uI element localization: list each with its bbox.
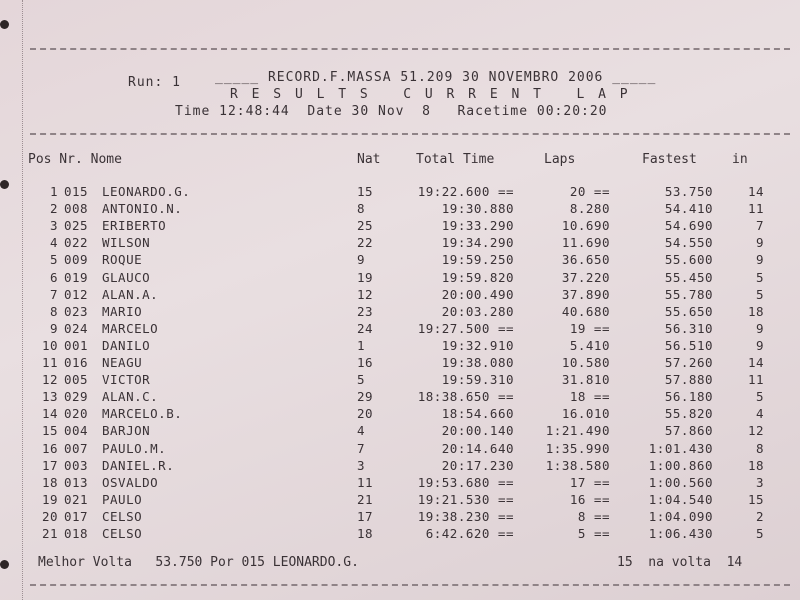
row-fastest: 55.450 (664, 269, 713, 285)
row-total-time: 19:33.290 (441, 218, 514, 234)
row-number: 029 (64, 389, 89, 405)
row-number: 004 (64, 423, 89, 439)
row-number: 023 (64, 303, 89, 319)
row-fastest: 56.180 (664, 389, 713, 405)
row-pos: 8 (49, 303, 58, 319)
row-fastest: 56.310 (664, 320, 713, 336)
row-in: 2 (755, 508, 764, 524)
row-pos: 14 (41, 406, 58, 422)
bottom-divider (30, 584, 790, 586)
row-total-time: 19:32.910 (441, 337, 514, 353)
row-fastest: 1:00.560 (648, 474, 713, 490)
row-in: 3 (755, 474, 764, 490)
col-total-time: Total Time (416, 152, 495, 167)
row-number: 016 (64, 355, 89, 370)
row-number: 001 (64, 337, 89, 353)
row-nat: 22 (357, 235, 374, 251)
row-fastest: 57.880 (664, 372, 713, 388)
row-nat: 9 (357, 252, 366, 268)
row-nat: 3 (357, 457, 366, 473)
row-total-time: 20:17.230 (441, 457, 514, 473)
row-name: ANTONIO.N. (102, 201, 183, 217)
row-pos: 5 (49, 252, 58, 268)
row-in: 14 (747, 355, 764, 370)
row-number: 025 (64, 218, 89, 234)
row-name: CELSO (102, 526, 143, 541)
row-nat: 15 (357, 184, 374, 199)
header-divider (30, 133, 790, 135)
row-number: 009 (64, 252, 89, 268)
row-total-time: 19:59.820 (441, 269, 514, 285)
table-row (0, 389, 800, 405)
perforation-hole (0, 560, 9, 569)
table-row (0, 458, 800, 474)
row-in: 9 (755, 252, 764, 268)
row-pos: 15 (41, 423, 58, 439)
table-row (0, 321, 800, 337)
best-lap-info: 15 na volta 14 (617, 555, 743, 570)
row-in: 5 (755, 389, 764, 405)
table-row (0, 355, 800, 371)
table-row (0, 492, 800, 508)
table-row (0, 218, 800, 234)
row-laps: 40.680 (561, 303, 610, 319)
row-total-time: 18:38.650 == (417, 389, 514, 405)
row-in: 9 (755, 337, 764, 353)
row-name: ROQUE (102, 252, 143, 268)
row-fastest: 1:06.430 (648, 526, 713, 541)
row-pos: 6 (49, 269, 58, 285)
col-fastest: Fastest (642, 152, 697, 167)
table-row (0, 287, 800, 303)
row-total-time: 19:30.880 (441, 201, 514, 217)
row-laps: 5.410 (569, 337, 610, 353)
row-fastest: 55.780 (664, 286, 713, 302)
row-nat: 21 (357, 491, 374, 507)
row-pos: 9 (49, 320, 58, 336)
row-name: ALAN.A. (102, 286, 159, 302)
row-total-time: 19:22.600 == (417, 184, 514, 199)
row-total-time: 20:03.280 (441, 303, 514, 319)
row-nat: 4 (357, 423, 366, 439)
col-pos-nr-nome: Pos Nr. Nome (28, 152, 122, 167)
row-laps: 17 == (569, 474, 610, 490)
row-in: 5 (755, 269, 764, 285)
row-laps: 8.280 (569, 201, 610, 217)
row-total-time: 19:27.500 == (417, 320, 514, 336)
col-laps: Laps (544, 152, 576, 167)
row-pos: 13 (41, 389, 58, 405)
row-number: 013 (64, 474, 89, 490)
row-nat: 11 (357, 474, 374, 490)
row-name: NEAGU (102, 355, 143, 370)
time-line: Time 12:48:44 Date 30 Nov 8 Racetime 00:20:20 (175, 104, 608, 119)
row-name: MARCELO (102, 320, 159, 336)
row-nat: 23 (357, 303, 374, 319)
table-row (0, 423, 800, 439)
row-name: CELSO (102, 508, 143, 524)
row-nat: 5 (357, 372, 366, 388)
row-laps: 16.010 (561, 406, 610, 422)
row-nat: 19 (357, 269, 374, 285)
row-name: DANILO (102, 337, 151, 353)
row-pos: 11 (41, 355, 58, 370)
row-laps: 19 == (569, 320, 610, 336)
row-fastest: 57.860 (664, 423, 713, 439)
row-laps: 8 == (577, 508, 610, 524)
row-total-time: 19:21.530 == (417, 491, 514, 507)
row-number: 003 (64, 457, 89, 473)
row-laps: 37.890 (561, 286, 610, 302)
row-pos: 3 (49, 218, 58, 234)
row-laps: 20 == (569, 184, 610, 199)
row-total-time: 20:00.140 (441, 423, 514, 439)
row-total-time: 19:53.680 == (417, 474, 514, 490)
row-in: 18 (747, 303, 764, 319)
row-number: 024 (64, 320, 89, 336)
row-total-time: 19:59.310 (441, 372, 514, 388)
row-name: BARJON (102, 423, 151, 439)
row-in: 11 (747, 201, 764, 217)
row-laps: 36.650 (561, 252, 610, 268)
row-total-time: 19:38.080 (441, 355, 514, 370)
row-in: 9 (755, 235, 764, 251)
table-row (0, 441, 800, 457)
row-number: 020 (64, 406, 89, 422)
results-title: R E S U L T S C U R R E N T L A P (230, 87, 631, 102)
row-laps: 37.220 (561, 269, 610, 285)
row-fastest: 55.820 (664, 406, 713, 422)
row-pos: 10 (41, 337, 58, 353)
row-nat: 20 (357, 406, 374, 422)
row-pos: 17 (41, 457, 58, 473)
row-name: PAULO.M. (102, 440, 167, 456)
row-pos: 12 (41, 372, 58, 388)
row-laps: 1:38.580 (545, 457, 610, 473)
row-total-time: 6:42.620 == (425, 526, 514, 541)
record-line: _____ RECORD.F.MASSA 51.209 30 NOVEMBRO 2006 _____ (215, 70, 657, 85)
row-in: 4 (755, 406, 764, 422)
row-fastest: 1:04.090 (648, 508, 713, 524)
row-nat: 18 (357, 526, 374, 541)
row-name: ERIBERTO (102, 218, 167, 234)
row-total-time: 18:54.660 (441, 406, 514, 422)
table-row (0, 372, 800, 388)
row-nat: 25 (357, 218, 374, 234)
row-total-time: 19:38.230 == (417, 508, 514, 524)
best-lap-line: Melhor Volta 53.750 Por 015 LEONARDO.G. (38, 555, 359, 570)
row-pos: 1 (49, 184, 58, 199)
row-in: 18 (747, 457, 764, 473)
perforation-hole (0, 20, 9, 29)
row-in: 5 (755, 286, 764, 302)
table-row (0, 304, 800, 320)
table-row (0, 475, 800, 491)
row-fastest: 1:04.540 (648, 491, 713, 507)
row-in: 5 (755, 526, 764, 541)
row-laps: 31.810 (561, 372, 610, 388)
row-number: 019 (64, 269, 89, 285)
row-fastest: 56.510 (664, 337, 713, 353)
table-row (0, 184, 800, 200)
row-laps: 10.580 (561, 355, 610, 370)
row-number: 018 (64, 526, 89, 541)
row-name: ALAN.C. (102, 389, 159, 405)
row-name: PAULO (102, 491, 143, 507)
row-laps: 16 == (569, 491, 610, 507)
row-fastest: 54.550 (664, 235, 713, 251)
row-fastest: 55.650 (664, 303, 713, 319)
row-fastest: 1:00.860 (648, 457, 713, 473)
row-name: WILSON (102, 235, 151, 251)
row-nat: 12 (357, 286, 374, 302)
row-laps: 5 == (577, 526, 610, 541)
row-name: MARCELO.B. (102, 406, 183, 422)
table-row (0, 406, 800, 422)
row-name: GLAUCO (102, 269, 151, 285)
row-number: 022 (64, 235, 89, 251)
row-name: DANIEL.R. (102, 457, 175, 473)
row-in: 8 (755, 440, 764, 456)
row-in: 7 (755, 218, 764, 234)
row-name: LEONARDO.G. (102, 184, 191, 199)
row-pos: 20 (41, 508, 58, 524)
row-fastest: 1:01.430 (648, 440, 713, 456)
row-fastest: 57.260 (664, 355, 713, 370)
row-in: 14 (747, 184, 764, 199)
row-pos: 21 (41, 526, 58, 541)
row-nat: 1 (357, 337, 366, 353)
row-nat: 29 (357, 389, 374, 405)
row-laps: 10.690 (561, 218, 610, 234)
table-row (0, 252, 800, 268)
row-number: 017 (64, 508, 89, 524)
row-number: 005 (64, 372, 89, 388)
col-in: in (732, 152, 748, 167)
row-laps: 1:21.490 (545, 423, 610, 439)
row-laps: 11.690 (561, 235, 610, 251)
row-fastest: 54.410 (664, 201, 713, 217)
row-name: OSVALDO (102, 474, 159, 490)
row-pos: 2 (49, 201, 58, 217)
row-fastest: 54.690 (664, 218, 713, 234)
row-in: 12 (747, 423, 764, 439)
row-fastest: 55.600 (664, 252, 713, 268)
row-total-time: 19:59.250 (441, 252, 514, 268)
row-number: 007 (64, 440, 89, 456)
row-in: 9 (755, 320, 764, 336)
row-nat: 17 (357, 508, 374, 524)
row-pos: 18 (41, 474, 58, 490)
row-pos: 19 (41, 491, 58, 507)
table-row (0, 338, 800, 354)
row-total-time: 20:14.640 (441, 440, 514, 456)
row-nat: 24 (357, 320, 374, 336)
row-laps: 18 == (569, 389, 610, 405)
table-row (0, 201, 800, 217)
table-row (0, 526, 800, 542)
row-laps: 1:35.990 (545, 440, 610, 456)
row-number: 015 (64, 184, 89, 199)
row-name: MARIO (102, 303, 143, 319)
table-row (0, 509, 800, 525)
row-nat: 8 (357, 201, 366, 217)
row-number: 021 (64, 491, 89, 507)
row-name: VICTOR (102, 372, 151, 388)
row-number: 008 (64, 201, 89, 217)
row-pos: 16 (41, 440, 58, 456)
row-in: 11 (747, 372, 764, 388)
row-nat: 16 (357, 355, 374, 370)
row-pos: 7 (49, 286, 58, 302)
table-row (0, 235, 800, 251)
row-fastest: 53.750 (664, 184, 713, 199)
row-total-time: 19:34.290 (441, 235, 514, 251)
row-in: 15 (747, 491, 764, 507)
table-row (0, 270, 800, 286)
row-pos: 4 (49, 235, 58, 251)
row-total-time: 20:00.490 (441, 286, 514, 302)
top-divider (30, 48, 790, 50)
row-number: 012 (64, 286, 89, 302)
row-nat: 7 (357, 440, 366, 456)
col-nat: Nat (357, 152, 381, 167)
run-label: Run: 1 (128, 75, 181, 90)
